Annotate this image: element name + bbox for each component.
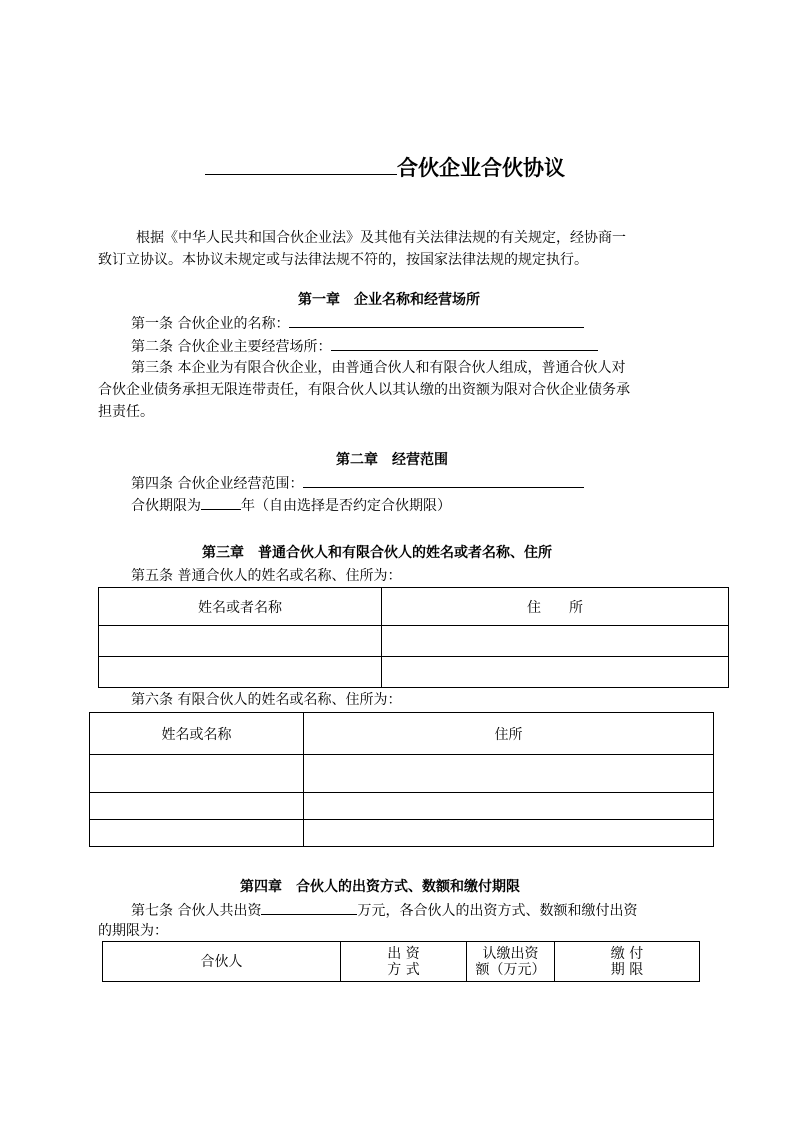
table-cell[interactable] (304, 793, 714, 820)
article-4 (131, 471, 584, 495)
company-name-blank[interactable] (289, 311, 584, 328)
article-5: 第五条 普通合伙人的姓名或名称、住所为： (131, 568, 402, 584)
business-place-blank[interactable] (331, 334, 598, 351)
article-2 (131, 334, 598, 358)
method-line-2: 方 式 (387, 961, 420, 978)
term-suffix: 年（自由选择是否约定合伙期限） (241, 498, 451, 514)
column-header-name: 姓名或名称 (90, 713, 304, 755)
table-cell[interactable] (90, 793, 304, 820)
column-header-method (341, 942, 467, 982)
article-7-prefix: 第七条 合伙人共出资 (131, 903, 262, 919)
table-row (90, 755, 714, 793)
article-3-line-2: 合伙企业债务承担无限连带责任，有限合伙人以其认缴的出资额为限对合伙企业债务承 (98, 382, 630, 398)
article-7-line-1 (131, 898, 637, 922)
table-header-row (90, 713, 714, 755)
chapter-4-heading: 第四章 合伙人的出资方式、数额和缴付期限 (240, 879, 520, 895)
title-blank-line (205, 150, 397, 175)
table-cell[interactable] (304, 820, 714, 847)
table-header-row (99, 588, 729, 626)
article-7-suffix: 万元，各合伙人的出资方式、数额和缴付出资 (357, 903, 638, 919)
period-line-2: 期 限 (610, 961, 644, 978)
article-7-line-2: 的期限为： (98, 923, 168, 939)
chapter-3-heading: 第三章 普通合伙人和有限合伙人的姓名或者名称、住所 (202, 545, 552, 561)
chapter-2-heading: 第二章 经营范围 (336, 452, 448, 468)
document-title (205, 150, 565, 182)
article-4-label: 第四条 合伙企业经营范围： (131, 476, 304, 492)
table-row (90, 820, 714, 847)
chapter-1-heading: 第一章 企业名称和经营场所 (298, 292, 480, 308)
amount-line-1: 认缴出资 (482, 945, 539, 962)
general-partner-table (98, 587, 729, 688)
table-cell[interactable] (304, 755, 714, 793)
business-scope-blank[interactable] (303, 471, 584, 488)
table-cell[interactable] (90, 820, 304, 847)
column-header-address: 住所 (304, 713, 714, 755)
article-6: 第六条 有限合伙人的姓名或名称、住所为： (131, 692, 402, 708)
partnership-term (131, 493, 451, 517)
term-prefix: 合伙期限为 (131, 498, 201, 514)
term-years-blank[interactable] (201, 493, 241, 510)
article-1 (131, 311, 584, 335)
total-capital-blank[interactable] (261, 898, 357, 915)
table-cell[interactable] (99, 626, 382, 657)
table-row (90, 793, 714, 820)
method-line-1: 出 资 (387, 945, 420, 962)
preamble-line-1: 根据《中华人民共和国合伙企业法》及其他有关法律法规的有关规定，经协商一 (136, 230, 626, 246)
column-header-period (555, 942, 700, 982)
article-1-label: 第一条 合伙企业的名称： (131, 316, 290, 332)
column-header-address: 住 所 (382, 588, 729, 626)
table-cell[interactable] (90, 755, 304, 793)
table-cell[interactable] (382, 626, 729, 657)
period-line-1: 缴 付 (610, 945, 644, 962)
table-cell[interactable] (99, 657, 382, 688)
column-header-amount (467, 942, 555, 982)
column-header-name: 姓名或者名称 (99, 588, 382, 626)
table-row (99, 626, 729, 657)
preamble-line-2: 致订立协议。本协议未规定或与法律法规不符的，按国家法律法规的规定执行。 (98, 252, 588, 268)
contribution-table (102, 941, 700, 982)
article-2-label: 第二条 合伙企业主要经营场所： (131, 339, 332, 355)
table-cell[interactable] (382, 657, 729, 688)
table-header-row (103, 942, 700, 982)
limited-partner-table (89, 712, 714, 847)
column-header-partner: 合伙人 (103, 942, 341, 982)
amount-line-2: 额（万元） (475, 961, 546, 978)
article-3-line-1: 第三条 本企业为有限合伙企业，由普通合伙人和有限合伙人组成，普通合伙人对 (131, 360, 626, 376)
title-text: 合伙企业合伙协议 (397, 155, 565, 180)
article-3-line-3: 担责任。 (98, 404, 154, 420)
table-row (99, 657, 729, 688)
